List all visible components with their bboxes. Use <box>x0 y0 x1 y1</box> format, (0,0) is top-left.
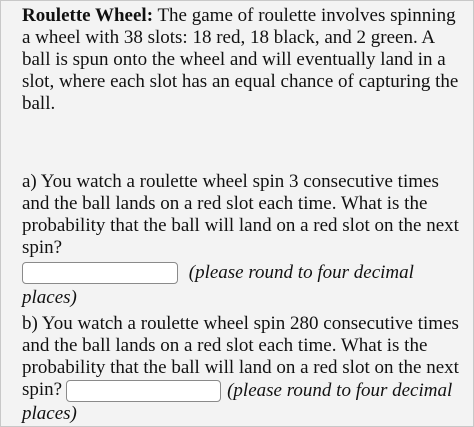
part-a-line: and the ball lands on a red slot each time. What is the <box>22 193 428 214</box>
intro-line: a wheel with 38 slots: 18 red, 18 black, and 2 green. A <box>22 27 436 48</box>
part-a-line: probability that the ball will land on a red slot on the next <box>22 215 459 236</box>
part-b-question <box>22 313 462 425</box>
intro-line <box>22 5 462 27</box>
part-a-answer-row <box>22 261 462 287</box>
part-a-answer-input[interactable] <box>22 262 178 284</box>
part-a-rounding-hint-wrap: places) <box>22 287 77 308</box>
problem-intro <box>22 5 462 115</box>
part-a-rounding-hint: (please round to four decimal <box>188 261 414 283</box>
part-b-answer-line <box>22 379 462 403</box>
intro-line: ball is spun onto the wheel and will eventually land in a <box>22 49 446 70</box>
intro-text: The game of roulette involves spinning <box>153 5 456 26</box>
part-b-line: b) You watch a roulette wheel spin 280 consecutive times <box>22 313 459 334</box>
part-b-line: probability that the ball will land on a red slot on the next <box>22 357 459 378</box>
part-a-question <box>22 171 462 309</box>
intro-line: ball. <box>22 93 56 114</box>
part-b-rounding-hint: (please round to four decimal <box>227 379 453 401</box>
part-b-answer-input[interactable] <box>66 380 221 402</box>
part-b-line: and the ball lands on a red slot each time. What is the <box>22 335 428 356</box>
part-a-line: spin? <box>22 237 63 258</box>
part-b-line-prefix: spin? <box>22 379 63 400</box>
part-b-rounding-hint-wrap: places) <box>22 403 77 424</box>
part-a-line: a) You watch a roulette wheel spin 3 consecutive times <box>22 171 439 192</box>
problem-title: Roulette Wheel: <box>22 5 154 26</box>
intro-line: slot, where each slot has an equal chance of capturing the <box>22 71 459 92</box>
